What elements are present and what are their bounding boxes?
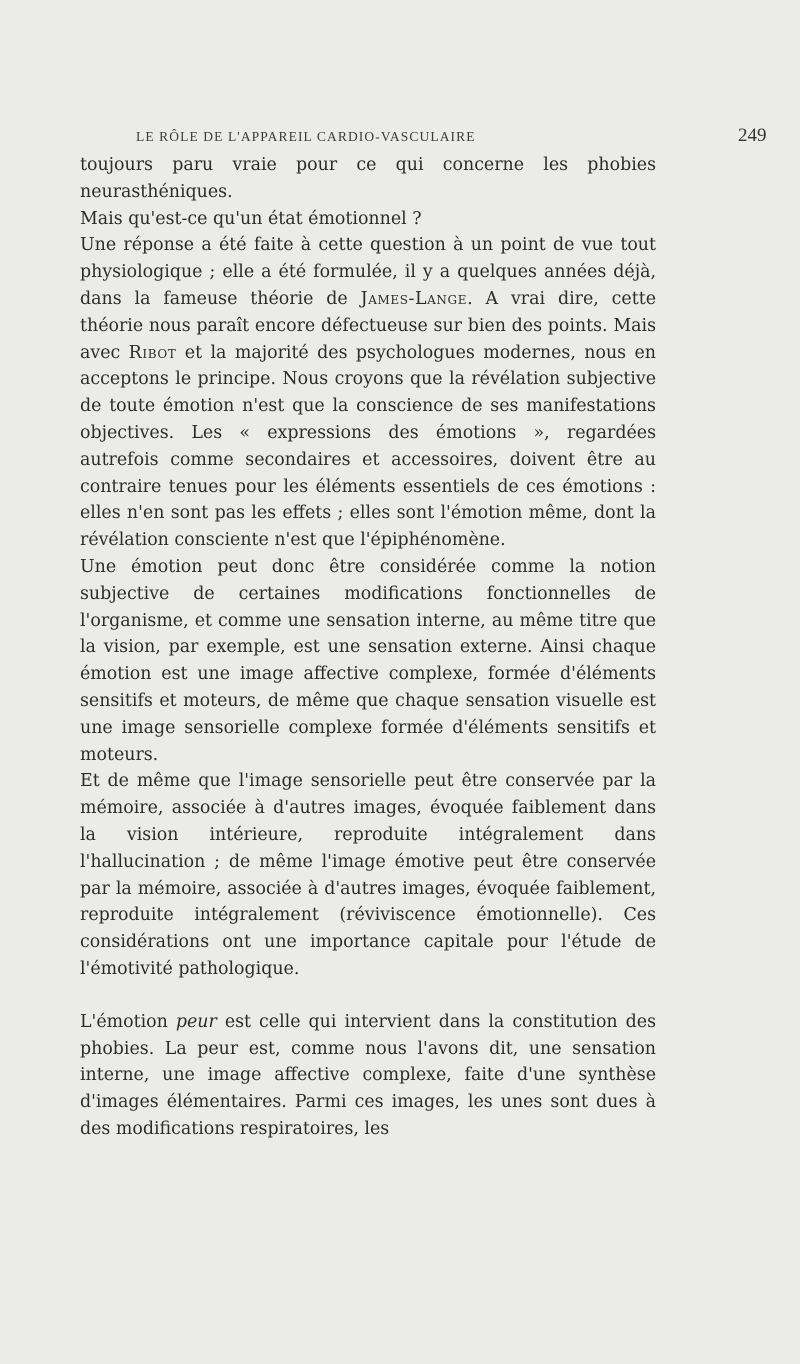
author-ribot: Ribot [128,342,177,363]
page-number: 249 [738,125,767,146]
paragraph-3-text-e: et la majorité des psychologues modernes, nous en acceptons le principe. Nous croyons que la révélation subjective de toute émotion n'est que la conscience de ses manifestations objectives. Les « expressions des émotions », regardées autrefois comme secondaires et accessoires, doivent être au contraire tenues pour les éléments essentiels de ces émotions : elles n'en sont pas les effets ; elles sont l'émotion même, dont la révélation consciente n'est que l'épiphénomène. [80,342,656,551]
author-james-lange: James-Lange [360,288,468,309]
paragraph-3-text-a: Une réponse a été faite à cette question à un point de vue tout physiologique ; elle a été formulée, il y a quelques années déjà, dans la fameuse théorie de [80,235,656,309]
paragraph-5: Et de même que l'image sensorielle peut être conservée par la mémoire, associée à d'autres images, évoquée faiblement dans la vision intérieure, reproduite intégralement dans l'hallucination ; de même l'image émotive peut être conservée par la mémoire, associée à d'autres images, évoquée faiblement, reproduite intégralement (réviviscence émotionnelle). Ces considérations ont une importance capitale pour l'étude de l'émotivité pathologique. [80,771,656,979]
running-head: LE RÔLE DE L'APPAREIL CARDIO-VASCULAIRE [136,129,476,144]
paragraph-6-text-a: L'émotion [80,1011,176,1032]
paragraph-6 [80,1009,656,1143]
page-header [0,125,800,153]
paragraph-3-text-c: . A vrai dire, cette théorie nous paraît encore défectueuse sur bien des points. Mais avec [80,288,656,363]
paragraph-4: Une émotion peut donc être considérée comme la notion subjective de certaines modifications fonctionnelles de l'organisme, et comme une sensation interne, au même titre que la vision, par exemple, est une sensation externe. Ainsi chaque émotion est une image affective complexe, formée d'éléments sensitifs et moteurs, de même que chaque sensation visuelle est une image sensorielle complexe formée d'éléments sensitifs et moteurs. [80,556,656,765]
paragraph-2: Mais qu'est-ce qu'un état émotionnel ? [80,208,422,229]
emphasis-peur: peur [175,1011,217,1032]
body-text [80,152,656,1143]
paragraph-3 [80,232,656,554]
paragraph-1: toujours paru vraie pour ce qui concerne les phobies neurasthéniques. [80,155,656,202]
paragraph-6-text-c: est celle qui intervient dans la constitution des phobies. La peur est, comme nous l'avons dit, une sensation interne, une image affective complexe, faite d'une synthèse d'images élémentaires. Parmi ces images, les unes sont dues à des modifications respiratoires, les [80,1011,656,1139]
